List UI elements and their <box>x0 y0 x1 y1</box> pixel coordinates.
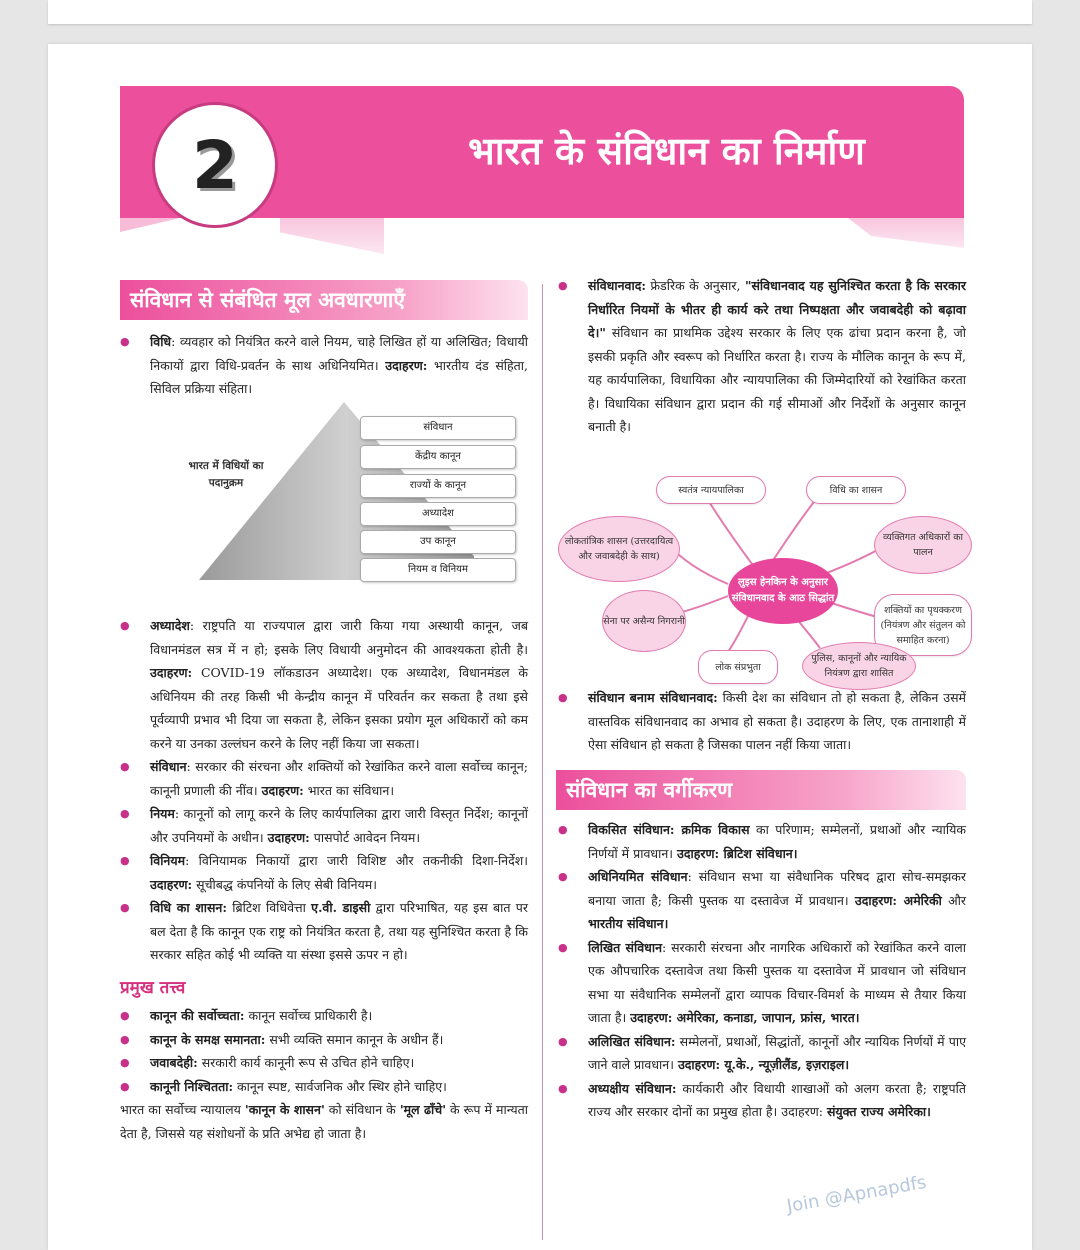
list-item-evolved: ● विकसित संविधान: क्रमिक विकास का परिणाम; सम्मेलनों, प्रथाओं और न्यायिक निर्णयों में प्रावधान। उदाहरण: ब्रिटिश संविधान। <box>558 818 966 865</box>
right-column-body <box>558 818 966 1124</box>
list-item-element: ● कानूनी निश्चितता: कानून स्पष्ट, सार्वजनिक और स्थिर होने चाहिए। <box>120 1075 528 1099</box>
left-column-body <box>120 614 528 1145</box>
subheading-key-elements: प्रमुख तत्त्व <box>120 977 186 998</box>
banner-ribbon-right <box>848 218 964 248</box>
list-item-element: ● कानून के समक्ष समानता: सभी व्यक्ति समान कानून के अधीन हैं। <box>120 1028 528 1052</box>
previous-page-edge <box>48 0 1032 24</box>
right-column-vs <box>558 686 966 757</box>
list-item-written: ● लिखित संविधान: सरकारी संरचना और नागरिक अधिकारों को रेखांकित करने वाला एक औपचारिक दस्तावेज तथा किसी पुस्तक या दस्तावेज में प्रावधान जो संविधान सभा या संवैधानिक सम्मेलनों द्वारा व्यापक विचार-विमर्श के माध्यम से तैयार किया जाता है। उदाहरण: अमेरिका, कनाडा, जापान, फ्रांस, भारत। <box>558 936 966 1030</box>
mind-map-center: लुइस हेनकिन के अनुसार संविधानवाद के आठ सिद्धांत <box>728 558 838 624</box>
list-item-element: ● जवाबदेही: सरकारी कार्य कानूनी रूप से उचित होने चाहिए। <box>120 1051 528 1075</box>
list-item-presidential: ● अध्यक्षीय संविधान: कार्यकारी और विधायी शाखाओं को अलग करता है; राष्ट्रपति राज्य और सरकार दोनों का प्रमुख होता है। उदाहरण: संयुक्त राज्य अमेरिका। <box>558 1077 966 1124</box>
banner-ribbon-left <box>280 218 384 254</box>
section-heading-basic-concepts: संविधान से संबंधित मूल अवधारणाएँ <box>120 280 528 320</box>
pyramid-level: केंद्रीय कानून <box>360 445 516 469</box>
document-page <box>48 44 1032 1250</box>
list-item-niyam: ● नियम: कानूनों को लागू करने के लिए कार्यपालिका द्वारा जारी विस्तृत निर्देश; कानूनों और उपनियमों के अधीन। उदाहरण: पासपोर्ट आवेदन नियम। <box>120 802 528 849</box>
watermark-text: Join @Apnapdfs <box>785 1171 928 1218</box>
mind-map-node: शक्तियों का पृथक्करण (नियंत्रण और संतुलन को समाहित करना) <box>874 594 972 656</box>
list-item-rule-of-law: ● विधि का शासन: ब्रिटिश विधिवेत्ता ए.वी. डाइसी द्वारा परिभाषित, यह इस बात पर बल देता है कि कानून एक राष्ट्र को नियंत्रित करता है, तथा यह सुनिश्चित करता है कि सरकार सहित कोई भी व्यक्ति या संस्था इससे ऊपर न हो। <box>120 896 528 967</box>
list-item-vidhi: ● विधि: व्यवहार को नियंत्रित करने वाले नियम, चाहे लिखित हों या अलिखित; विधायी निकायों द्वारा विधि-प्रवर्तन के साथ अधिनियमित। उदाहरण: भारतीय दंड संहिता, सिविल प्रक्रिया संहिता। <box>120 330 528 401</box>
right-column-top <box>558 274 966 439</box>
list-item-enacted: ● अधिनियमित संविधान: संविधान सभा या संवैधानिक परिषद द्वारा सोच-समझकर बनाया जाता है; किसी पुस्तक या दस्तावेज में प्रावधान। उदाहरण: अमेरिकी और भारतीय संविधान। <box>558 865 966 936</box>
list-item-element: ● कानून की सर्वोच्चता: कानून सर्वोच्च प्राधिकारी है। <box>120 1004 528 1028</box>
section-heading-classification: संविधान का वर्गीकरण <box>556 770 966 810</box>
chapter-title: भारत के संविधान का निर्माण <box>468 129 865 173</box>
mind-map-node: विधि का शासन <box>806 476 906 504</box>
principles-mind-map <box>558 472 972 690</box>
pyramid-level: अध्यादेश <box>360 502 516 526</box>
chapter-number: 2 <box>192 126 238 204</box>
list-item-unwritten: ● अलिखित संविधान: सम्मेलनों, प्रथाओं, सिद्धांतों, कानूनों और न्यायिक निर्णयों में पाए जाने वाले प्रावधान। उदाहरण: यू.के., न्यूज़ीलैंड, इज़राइल। <box>558 1030 966 1077</box>
law-hierarchy-pyramid <box>174 402 474 592</box>
list-item-viniyam: ● विनियम: विनियामक निकायों द्वारा जारी विशिष्ट और तकनीकी दिशा-निर्देश। उदाहरण: सूचीबद्ध कंपनियों के लिए सेबी विनियम। <box>120 849 528 896</box>
mind-map-node: पुलिस, कानूनों और न्यायिक नियंत्रण द्वारा शासित <box>802 642 916 690</box>
pyramid-level: संविधान <box>360 416 516 440</box>
pyramid-level: नियम व विनियम <box>360 558 516 582</box>
list-item-constitution-vs: ● संविधान बनाम संविधानवाद: किसी देश का संविधान तो हो सकता है, लेकिन उसमें वास्तविक संविधानवाद का अभाव हो सकता है। उदाहरण के लिए, एक तानाशाही में ऐसा संविधान हो सकता है जिसका पालन नहीं किया जाता। <box>558 686 966 757</box>
mind-map-node: व्यक्तिगत अधिकारों का पालन <box>874 516 972 574</box>
list-item-adhyadesh: ● अध्यादेश: राष्ट्रपति या राज्यपाल द्वारा जारी किया गया अस्थायी कानून, जब विधानमंडल सत्र में न हो; इसके लिए विधायी अनुमोदन की आवश्यकता होती है। उदाहरण: COVID-19 लॉकडाउन अध्यादेश। एक अध्यादेश, विधानमंडल के अधिनियम की तरह किसी भी केन्द्रीय कानून में परिवर्तन कर सकता है तथा इसे पूर्वव्यापी प्रभाव भी दिया जा सकता है, लेकिन इसका प्रयोग मूल अधिकारों को कम करने या उनका उल्लंघन करने के लिए नहीं किया जा सकता। <box>120 614 528 755</box>
left-column-top <box>120 330 528 401</box>
pyramid-caption: भारत में विधियों का पदानुक्रम <box>188 460 264 489</box>
mind-map-node: लोकतांत्रिक शासन (उत्तरदायित्व और जवाबदेही के साथ) <box>558 516 680 582</box>
mind-map-node: स्वतंत्र न्यायपालिका <box>656 476 766 504</box>
list-item-samvidhan: ● संविधान: सरकार की संरचना और शक्तियों को रेखांकित करने वाला सर्वोच्च कानून; कानूनी प्रणाली की नींव। उदाहरण: भारत का संविधान। <box>120 755 528 802</box>
mind-map-node: सेना पर असैन्य निगरानी <box>602 590 686 652</box>
column-divider <box>542 284 543 1240</box>
list-item-constitutionalism: ● संविधानवाद: फ्रेडरिक के अनुसार, "संविधानवाद यह सुनिश्चित करता है कि सरकार निर्धारित नियमों के भीतर ही कार्य करे तथा निष्पक्षता और जवाबदेही को बढ़ावा दे।" संविधान का प्राथमिक उद्देश्य सरकार के लिए एक ढांचा प्रदान करना है, जो इसकी प्रकृति और स्वरूप को निर्धारित करता है। राज्य के मौलिक कानून के रूप में, यह कार्यपालिका, विधायिका और न्यायपालिका की जिम्मेदारियों को रेखांकित करता है। विधायिका संविधान द्वारा प्रदान की गई सीमाओं और निर्देशों के अनुसार कानून बनाती है। <box>558 274 966 439</box>
closing-paragraph: भारत का सर्वोच्च न्यायालय 'कानून के शासन' को संविधान के 'मूल ढाँचे' के रूप में मान्यता देता है, जिससे यह संशोधनों के प्रति अभेद्य हो जाता है। <box>120 1102 529 1141</box>
pyramid-level: राज्यों के कानून <box>360 474 516 498</box>
chapter-number-badge <box>152 102 278 228</box>
mind-map-node: लोक संप्रभुता <box>698 650 778 684</box>
banner-fold <box>120 218 180 232</box>
pyramid-level: उप कानून <box>360 530 516 554</box>
